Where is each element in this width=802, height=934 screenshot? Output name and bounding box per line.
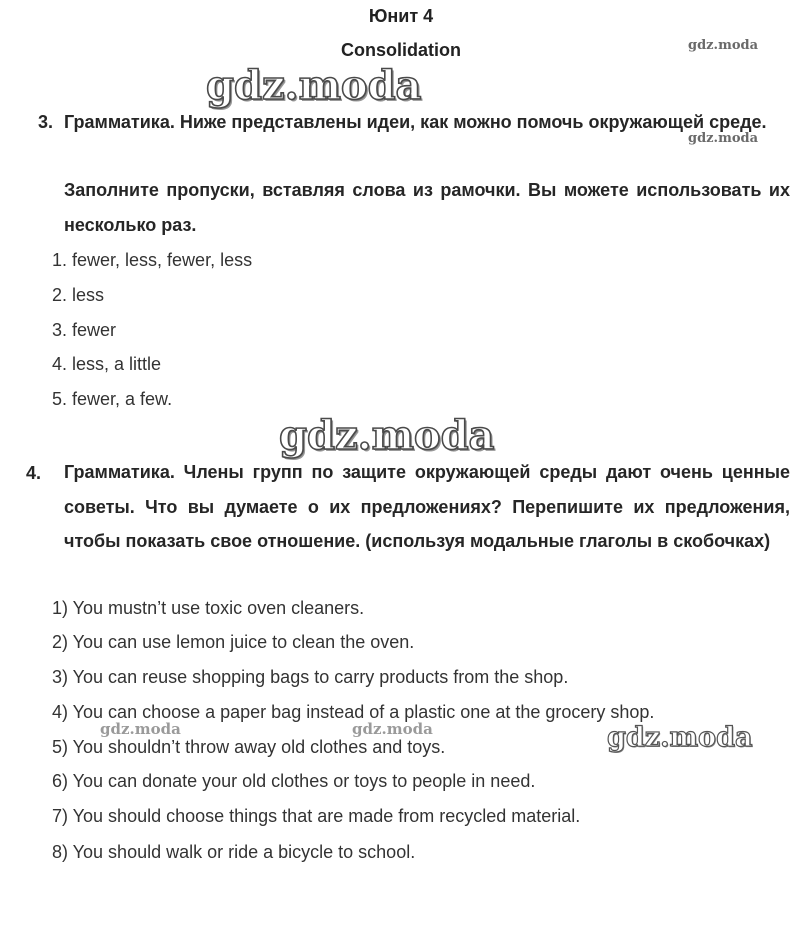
exercise-4-answer-6: 6) You can donate your old clothes or toys to people in need. — [52, 771, 536, 791]
exercise-3-number: 3. — [38, 112, 54, 132]
exercise-4-answer-5: 5) You shouldn’t throw away old clothes and toys. — [52, 737, 446, 757]
watermark-small-mid: gdz.moda — [688, 131, 759, 146]
exercise-4-answer-3: 3) You can reuse shopping bags to carry products from the shop. — [52, 667, 569, 687]
exercise-4-answer-8: 8) You should walk or ride a bicycle to school. — [52, 842, 416, 862]
exercise-4-instruction: Грамматика. Члены групп по защите окружающей среды дают очень ценные советы. Что вы думаете о их предложениях? Перепишите их предложения, чтобы показать свое отношение. (используя модальные глаголы в скобочках) — [64, 462, 790, 551]
watermark-large-mid: gdz.moda — [279, 412, 495, 459]
watermark-large-top: gdz.moda — [206, 62, 422, 109]
exercise-3-task: Заполните пропуски, вставляя слова из рамочки. Вы можете использовать их несколько раз. — [64, 180, 790, 235]
exercise-4-answer-1: 1) You mustn’t use toxic oven cleaners. — [52, 598, 365, 618]
watermark-small-top: gdz.moda — [688, 38, 759, 53]
exercise-3-instruction: Грамматика. Ниже представлены идеи, как можно помочь окружающей среде. — [64, 112, 767, 132]
section-subtitle: Consolidation — [341, 40, 461, 60]
exercise-4-answer-4: 4) You can choose a paper bag instead of a plastic one at the grocery shop. — [52, 702, 655, 722]
exercise-3-answer-1: 1. fewer, less, fewer, less — [52, 250, 253, 270]
exercise-4-number: 4. — [26, 463, 42, 483]
unit-title: Юнит 4 — [368, 6, 434, 26]
exercise-3-answer-3: 3. fewer — [52, 320, 117, 340]
watermark-medium-right: gdz.moda — [607, 722, 753, 753]
exercise-4-answer-7: 7) You should choose things that are made from recycled material. — [52, 806, 581, 826]
exercise-4-answer-2: 2) You can use lemon juice to clean the oven. — [52, 632, 415, 652]
exercise-3-answer-4: 4. less, a little — [52, 354, 162, 374]
exercise-3-answer-5: 5. fewer, a few. — [52, 389, 173, 409]
watermark-small-left: gdz.moda — [100, 720, 181, 738]
exercise-3-answer-2: 2. less — [52, 285, 105, 305]
watermark-small-center: gdz.moda — [352, 720, 433, 738]
